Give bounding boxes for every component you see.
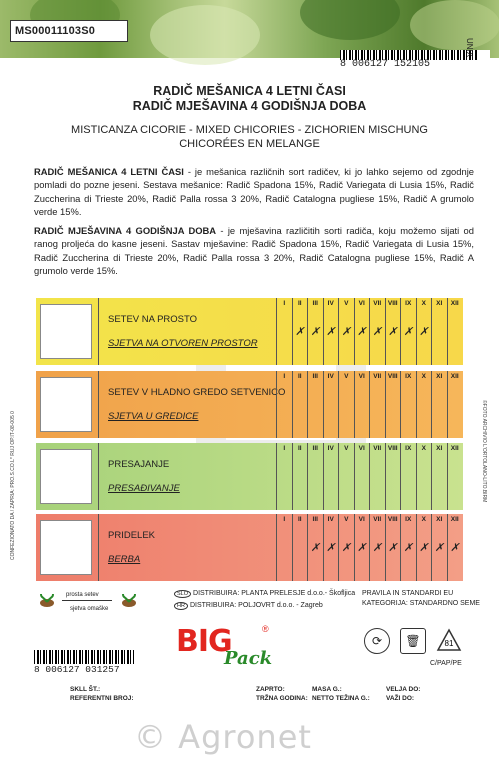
month-header: IX xyxy=(405,300,412,307)
month-cell xyxy=(338,298,354,365)
month-cell xyxy=(416,514,432,581)
footer-trzna: TRŽNA GODINA: xyxy=(256,695,308,702)
barcode-bottom-bars xyxy=(34,650,134,664)
footer-neto: NETTO TEŽINA G.: xyxy=(312,695,370,702)
month-mark: ✗ xyxy=(450,542,460,554)
month-cell xyxy=(369,298,385,365)
month-cell xyxy=(354,371,370,438)
calendar-row xyxy=(36,514,463,581)
recycle-code: C/PAP/PE xyxy=(430,660,462,667)
month-mark: ✗ xyxy=(341,326,351,338)
month-cell xyxy=(369,371,385,438)
month-header: VIII xyxy=(387,516,398,523)
seed-plant-icon xyxy=(38,590,56,608)
hr-code: HR xyxy=(174,602,188,610)
barcode-bottom-number: 8 006127 031257 xyxy=(34,664,120,675)
month-header: VI xyxy=(358,373,365,380)
month-grid xyxy=(276,514,463,581)
month-header: IX xyxy=(405,373,412,380)
month-header: V xyxy=(344,445,349,452)
month-header: VIII xyxy=(387,373,398,380)
slo-text: DISTRIBUIRA: PLANTA PRELESJE d.o.o.- Škofljica xyxy=(193,590,356,597)
month-mark: ✗ xyxy=(372,542,382,554)
month-header: XI xyxy=(436,445,443,452)
subtitle-languages: MISTICANZA CICORIE - MIXED CHICORIES - ZICHORIEN MISCHUNG xyxy=(71,124,428,136)
month-grid xyxy=(276,371,463,438)
green-dot-icon: ⟳ xyxy=(364,628,390,654)
month-cell xyxy=(292,443,308,510)
month-header: IV xyxy=(327,516,334,523)
month-mark: ✗ xyxy=(295,326,305,338)
month-header: I xyxy=(283,516,286,523)
month-cell xyxy=(400,443,416,510)
month-header: VI xyxy=(358,300,365,307)
month-header: IV xyxy=(327,445,334,452)
row-label: PRIDELEK xyxy=(108,530,155,541)
rules-eu: PRAVILA IN STANDARDI EU xyxy=(362,590,454,597)
month-cell xyxy=(323,371,339,438)
month-cell xyxy=(276,298,292,365)
month-cell xyxy=(431,443,447,510)
legend xyxy=(34,586,142,622)
footer-zaprto: ZAPRTO: xyxy=(256,686,285,693)
month-cell xyxy=(369,514,385,581)
month-grid xyxy=(276,443,463,510)
title-slovenian: RADIČ MEŠANICA 4 LETNI ČASI xyxy=(153,84,346,98)
month-header: II xyxy=(297,445,302,452)
row-label: SETEV NA PROSTO xyxy=(108,314,198,325)
recycle-triangle-icon xyxy=(436,628,462,654)
month-cell xyxy=(292,298,308,365)
product-code: MS00011103S0 xyxy=(10,20,128,42)
month-header: VII xyxy=(373,445,382,452)
month-cell xyxy=(400,514,416,581)
month-header: III xyxy=(312,300,318,307)
logo-pack: Pack xyxy=(224,648,273,669)
month-mark: ✗ xyxy=(388,542,398,554)
month-header: II xyxy=(297,300,302,307)
legend-arrow xyxy=(62,600,112,601)
month-cell xyxy=(307,371,323,438)
row-label: SETEV V HLADNO GREDO SETVENICO xyxy=(108,387,286,398)
month-grid xyxy=(276,298,463,365)
month-mark: ✗ xyxy=(357,542,367,554)
month-header: XI xyxy=(436,300,443,307)
row-label-hr: SJETVA U GREDICE xyxy=(108,411,199,422)
calendar-row xyxy=(36,298,463,365)
month-cell xyxy=(400,371,416,438)
month-header: X xyxy=(421,373,426,380)
month-header: IX xyxy=(405,445,412,452)
month-header: I xyxy=(283,445,286,452)
month-header: XI xyxy=(436,516,443,523)
row-label: PRESAJANJE xyxy=(108,459,170,470)
footer-ref: REFERENTNI BROJ: xyxy=(70,695,134,702)
month-cell xyxy=(385,371,401,438)
month-cell xyxy=(276,443,292,510)
month-header: X xyxy=(421,445,426,452)
month-mark: ✗ xyxy=(372,326,382,338)
harvest-icon xyxy=(40,520,92,575)
bigpack-logo xyxy=(176,624,296,672)
month-cell xyxy=(323,443,339,510)
month-mark: ✗ xyxy=(403,542,413,554)
month-cell xyxy=(447,298,463,365)
month-mark: ✗ xyxy=(310,326,320,338)
month-header: XI xyxy=(436,373,443,380)
month-header: X xyxy=(421,516,426,523)
month-header: VI xyxy=(358,445,365,452)
desc-bold-1: RADIČ MEŠANICA 4 LETNI ČASI xyxy=(34,166,184,177)
month-header: I xyxy=(283,300,286,307)
month-cell xyxy=(431,514,447,581)
desc-text-1: - je mešanica različnih sort radičev, ki jo lahko sejemo od zgodnje pomladi do pozne jeseni. Sestava mešanice: Radič Spadona 15%, Radič Variegata di Lusia 15%, Radič Zuccherina di Trieste 20%, Radič Palla rossa 3 20%, Radič Catalogna pugliese 15%, Radič A grumolo verde 15%. xyxy=(34,166,474,218)
row-divider xyxy=(98,298,99,365)
description-croatian xyxy=(34,224,474,278)
month-cell xyxy=(400,298,416,365)
month-cell xyxy=(338,443,354,510)
slo-code: SLO xyxy=(174,590,191,598)
month-header: III xyxy=(312,445,318,452)
month-header: IX xyxy=(405,516,412,523)
month-header: IV xyxy=(327,300,334,307)
month-cell xyxy=(447,371,463,438)
footer-skll: SKLL ŠT.: xyxy=(70,686,101,693)
month-header: V xyxy=(344,516,349,523)
month-cell xyxy=(338,371,354,438)
subtitle-french: CHICORÉES EN MELANGE xyxy=(179,138,320,150)
month-header: XII xyxy=(450,516,459,523)
unix-label: UNIX xyxy=(465,38,474,58)
month-header: VII xyxy=(373,373,382,380)
rules-category: KATEGORIJA: STANDARDNO SEME xyxy=(362,600,480,607)
month-cell xyxy=(338,514,354,581)
month-header: V xyxy=(344,300,349,307)
side-text-left: CONFEZIONATO DA / ZAPRIA: PRO.S.CO.L* RUJ OP.IT-08-005 0 xyxy=(10,411,16,560)
description-slovenian xyxy=(34,165,474,219)
legend-top: prosta setev xyxy=(66,592,99,598)
month-cell xyxy=(385,298,401,365)
month-mark: ✗ xyxy=(326,542,336,554)
side-text-right: ©FOTO ARCHIVIO L'ORTOLANO-LITO.BIRM xyxy=(481,400,487,503)
month-cell xyxy=(431,298,447,365)
month-cell xyxy=(447,443,463,510)
month-mark: ✗ xyxy=(434,542,444,554)
month-header: V xyxy=(344,373,349,380)
legend-bottom: sjetva omaške xyxy=(70,606,109,612)
row-label-hr: PRESAĐIVANJE xyxy=(108,483,180,494)
month-cell xyxy=(276,514,292,581)
month-mark: ✗ xyxy=(326,326,336,338)
distribution-slo xyxy=(174,590,355,598)
month-cell xyxy=(354,514,370,581)
month-header: II xyxy=(297,516,302,523)
month-cell xyxy=(431,371,447,438)
desc-bold-2: RADIČ MJEŠAVINA 4 GODIŠNJA DOBA xyxy=(34,225,217,236)
calendar-row xyxy=(36,371,463,438)
month-cell xyxy=(416,298,432,365)
month-header: VI xyxy=(358,516,365,523)
month-mark: ✗ xyxy=(403,326,413,338)
month-cell xyxy=(416,371,432,438)
month-cell xyxy=(385,443,401,510)
month-cell xyxy=(447,514,463,581)
month-mark: ✗ xyxy=(341,542,351,554)
row-label-hr: SJETVA NA OTVOREN PROSTOR xyxy=(108,338,258,349)
month-header: III xyxy=(312,516,318,523)
row-divider xyxy=(98,514,99,581)
month-header: VIII xyxy=(387,300,398,307)
title-croatian: RADIČ MJEŠAVINA 4 GODIŠNJA DOBA xyxy=(132,99,367,113)
month-header: VII xyxy=(373,516,382,523)
month-cell xyxy=(307,443,323,510)
month-header: IV xyxy=(327,373,334,380)
month-mark: ✗ xyxy=(419,326,429,338)
distribution-hr xyxy=(174,602,323,610)
greenhouse-icon xyxy=(40,377,92,432)
calendar-row xyxy=(36,443,463,510)
month-cell xyxy=(323,298,339,365)
month-cell xyxy=(276,371,292,438)
desc-text-2: - je mješavina različitih sorti radiča, koju možemo sijati od ranog proljeća do kasne jeseni. Sastav mješavine: Radič Spadona 15%, Radič Variegata di Lusia 15%, Radič Zuccherina di Trieste 20%, Radič Palla rossa 3 20%, Radič Catalogna pugliese 15%, Radič A grumolo verde 15%. xyxy=(34,225,474,277)
month-header: VII xyxy=(373,300,382,307)
month-cell xyxy=(292,514,308,581)
transplant-icon xyxy=(40,449,92,504)
footer-masa: MASA G.: xyxy=(312,686,342,693)
month-header: XII xyxy=(450,445,459,452)
month-header: III xyxy=(312,373,318,380)
month-mark: ✗ xyxy=(310,542,320,554)
footer-velja: VELJA DO: xyxy=(386,686,421,693)
footer-vazi: VAŽI DO: xyxy=(386,695,415,702)
month-mark: ✗ xyxy=(388,326,398,338)
month-mark: ✗ xyxy=(357,326,367,338)
row-divider xyxy=(98,371,99,438)
seedling-icon xyxy=(120,590,138,608)
month-header: X xyxy=(421,300,426,307)
month-cell xyxy=(354,443,370,510)
month-cell xyxy=(369,443,385,510)
field-sowing-icon xyxy=(40,304,92,359)
hr-text: DISTRIBUIRA: POLJOVRT d.o.o. - Zagreb xyxy=(189,602,323,609)
watermark-text: © Agronet xyxy=(134,718,312,756)
month-cell xyxy=(307,298,323,365)
month-cell xyxy=(292,371,308,438)
row-label-hr: BERBA xyxy=(108,554,141,565)
logo-reg: ® xyxy=(262,624,269,634)
month-cell xyxy=(323,514,339,581)
month-cell xyxy=(354,298,370,365)
logo-big: BIG xyxy=(176,624,232,659)
month-header: II xyxy=(297,373,302,380)
month-header: XII xyxy=(450,373,459,380)
month-header: XII xyxy=(450,300,459,307)
trash-bin-icon: 🗑 xyxy=(400,628,426,654)
month-cell xyxy=(307,514,323,581)
sowing-calendar xyxy=(36,298,463,582)
month-cell xyxy=(385,514,401,581)
month-cell xyxy=(416,443,432,510)
month-header: VIII xyxy=(387,445,398,452)
barcode-top-number: 8 006127 152105 xyxy=(340,59,431,70)
recycle-number: 81 xyxy=(444,639,454,648)
month-header: I xyxy=(283,373,286,380)
month-mark: ✗ xyxy=(419,542,429,554)
row-divider xyxy=(98,443,99,510)
